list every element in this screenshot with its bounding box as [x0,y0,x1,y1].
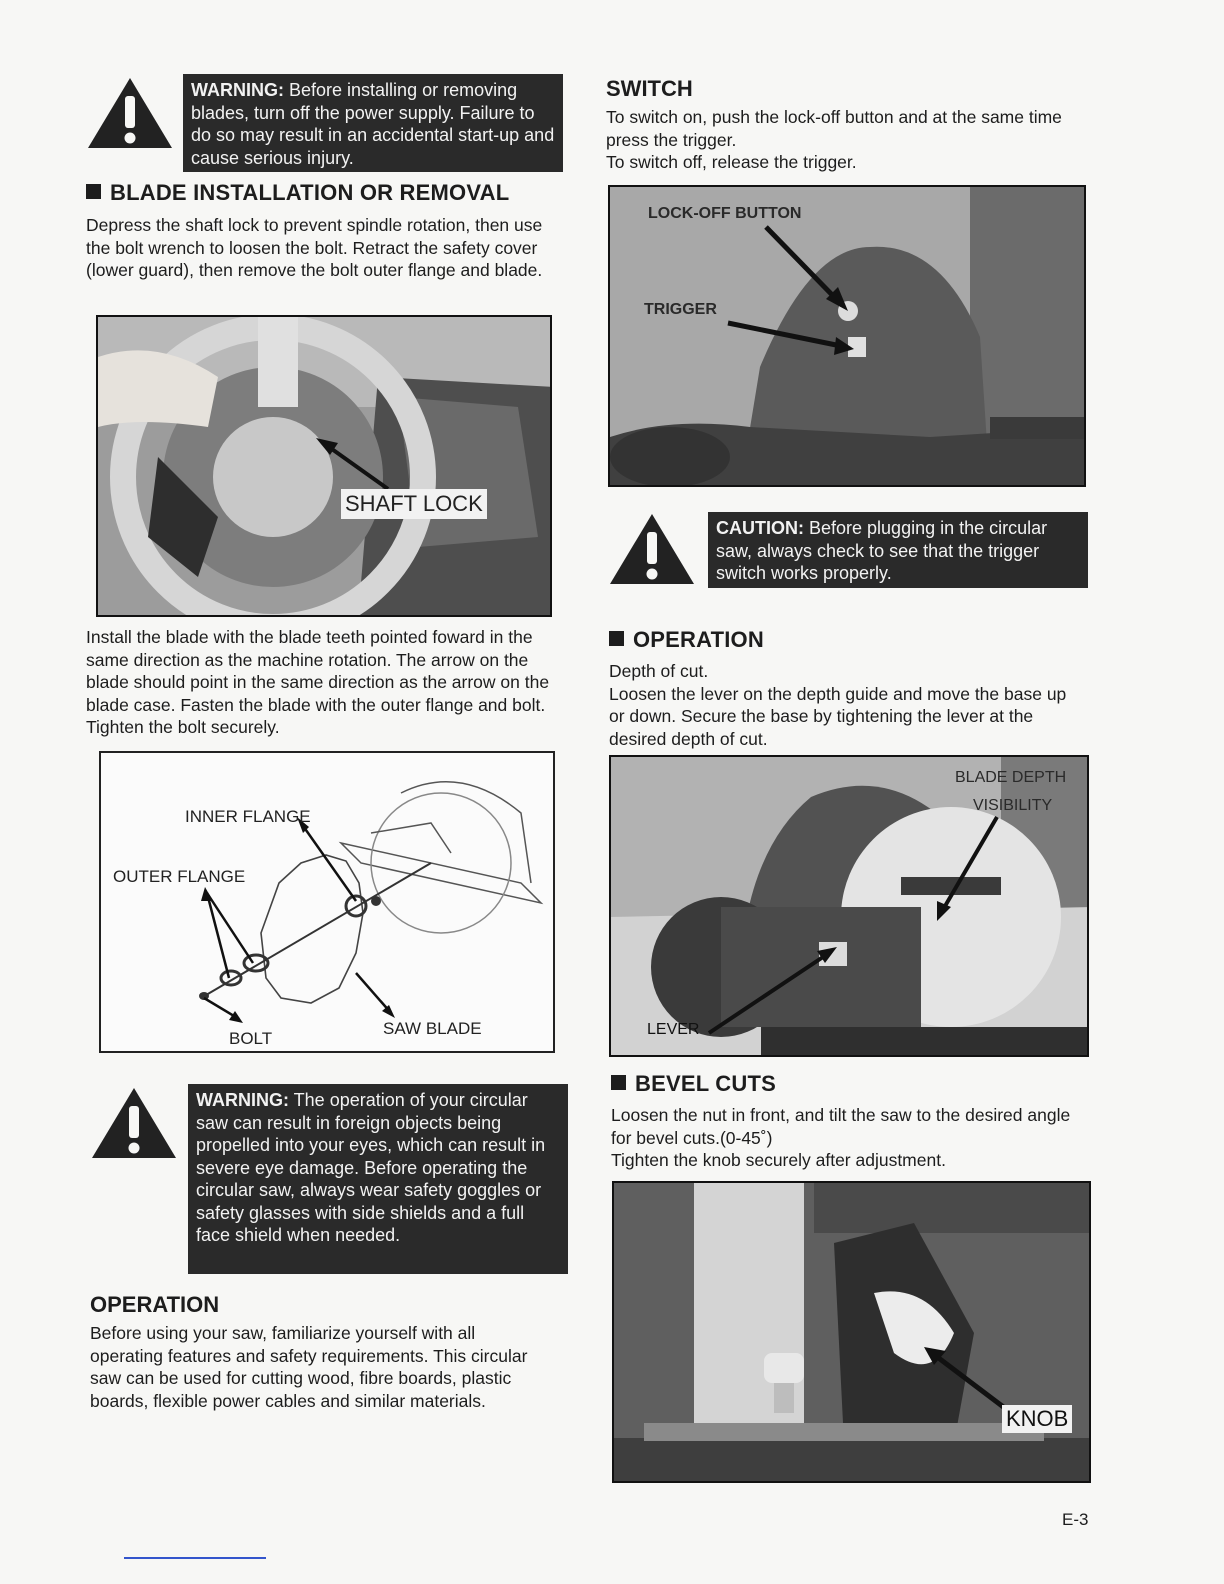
warning-triangle-icon [86,76,174,150]
bevel-tighten-text: Tighten the knob securely after adjustment. [611,1150,946,1170]
warning-box-eye-protection [188,1084,568,1274]
outer-flange-label: OUTER FLANGE [113,867,246,886]
caution-triangle-icon [608,512,696,586]
depth-adjust-text: Loosen the lever on the depth guide and move the base up or down. Secure the base by tightening the lever at the desired depth of cut. [609,683,1067,749]
warning-label: WARNING: [191,80,284,100]
page-number: E-3 [1062,1510,1089,1529]
visibility-label: VISIBILITY [973,797,1053,814]
depth-adjust-photo [609,755,1089,1057]
warning-box-blade [183,74,563,172]
operation-heading-right: OPERATION [609,627,764,653]
shaft-lock-label: SHAFT LOCK [341,489,487,519]
bolt-label: BOLT [229,1029,273,1048]
warning-triangle-icon [90,1086,178,1160]
knob-label: KNOB [1002,1405,1072,1433]
bevel-knob-photo [612,1181,1091,1483]
switch-text-off: To switch off, release the trigger. [606,152,857,172]
operation-text-left: Before using your saw, familiarize yourself with all operating features and safety requirements. This circular saw can be used for cutting wood, fibre boards, plastic boards, flexible power cables and similar materials. [90,1323,528,1411]
inner-flange-label: INNER FLANGE [185,807,311,826]
warning-text: The operation of your circular saw can result in foreign objects being propelled into your eyes, which can result in severe eye damage. Before operating the circular saw, always wear safety goggles or safety glasses with side shields and a full face shield when needed. [196,1090,546,1245]
trigger-label: TRIGGER [644,301,717,318]
shaft-lock-photo [96,315,552,617]
bevel-loosen-text: Loosen the nut in front, and tilt the saw to the desired angle for bevel cuts.(0-45˚) [611,1105,1071,1148]
operation-heading-left: OPERATION [90,1292,220,1317]
lock-off-button-label: LOCK-OFF BUTTON [648,205,802,222]
operation-text-right [609,660,1079,750]
saw-blade-label: SAW BLADE [383,1019,482,1038]
depth-of-cut-text: Depth of cut. [609,661,709,681]
blade-instructions-1: Depress the shaft lock to prevent spindle rotation, then use the bolt wrench to loosen the bolt. Retract the safety cover (lower guard), then remove the bolt outer flange and blade. [86,215,543,280]
bevel-cuts-heading: BEVEL CUTS [611,1071,776,1097]
caution-label: CAUTION: [716,518,804,538]
section-title-blade: BLADE INSTALLATION OR REMOVAL [86,180,509,206]
switch-text-on: To switch on, push the lock-off button and at the same time press the trigger. [606,107,1062,150]
switch-heading: SWITCH [606,76,693,101]
blade-depth-label: BLADE DEPTH [955,769,1067,786]
lever-label: LEVER [647,1021,700,1038]
caution-text: Before plugging in the circular saw, always check to see that the trigger switch works properly. [716,518,1048,583]
footer-rule [124,1557,266,1559]
bevel-cuts-text [611,1104,1071,1172]
warning-text: Before installing or removing blades, turn off the power supply. Failure to do so may result in an accidental start-up and cause serious injury. [191,80,555,168]
blade-assembly-diagram [99,751,555,1053]
warning-label: WARNING: [196,1090,289,1110]
switch-photo [608,185,1086,487]
caution-box [708,512,1088,588]
switch-text [606,106,1066,174]
blade-instructions-2: Install the blade with the blade teeth pointed foward in the same direction as the machine rotation. The arrow on the blade should point in the same direction as the arrow on the blade case. Fasten the blade with the outer flange and bolt. Tighten the bolt securely. [86,627,550,737]
